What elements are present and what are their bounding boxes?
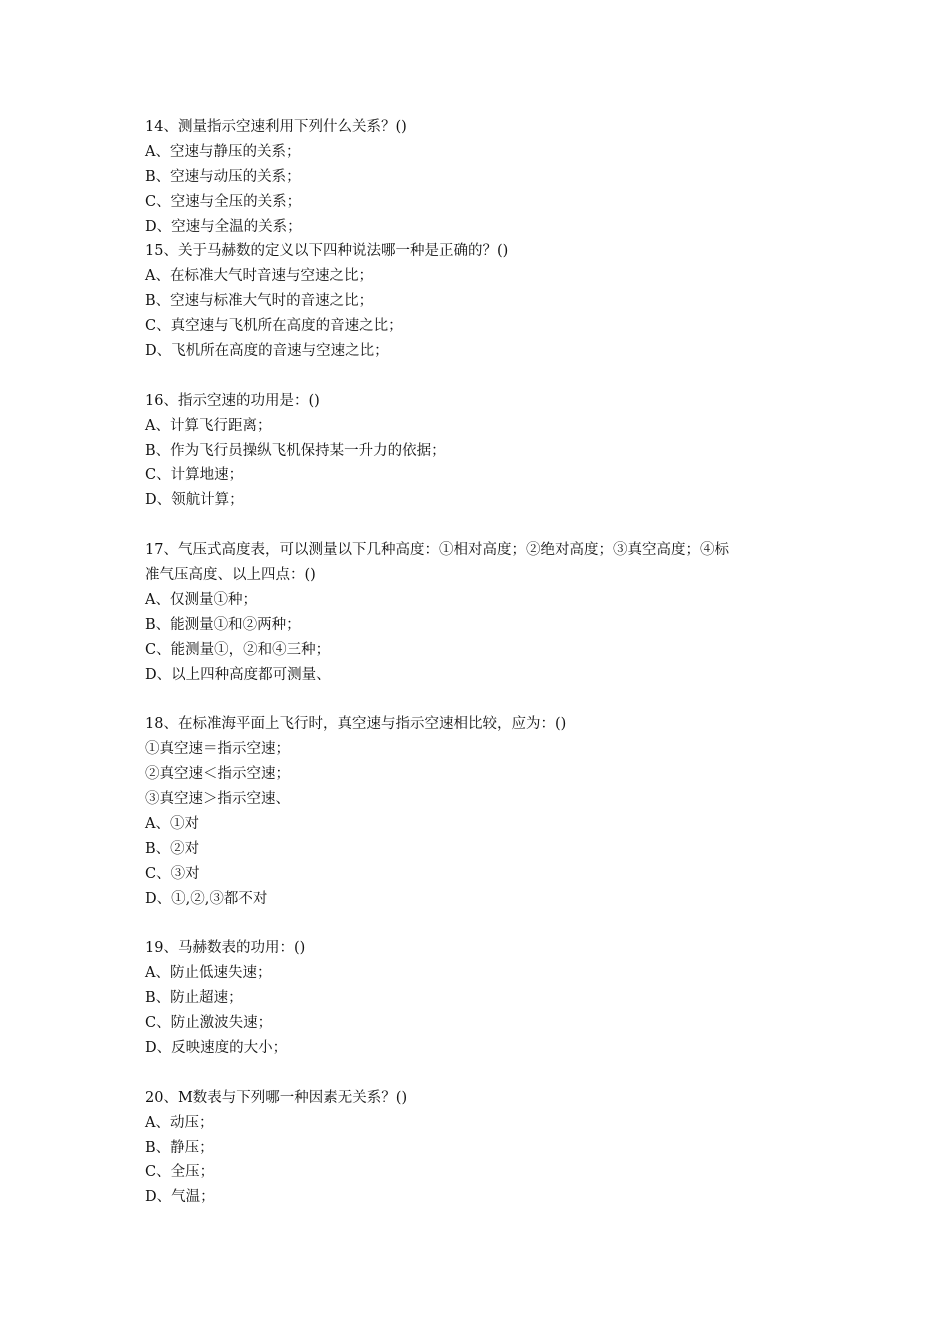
option-a: A、仅测量①种；: [145, 591, 257, 608]
document-page: [145, 115, 815, 1210]
question-stem-line-1: 17、气压式高度表，可以测量以下几种高度：①相对高度；②绝对高度；③真空高度；④标: [145, 542, 729, 559]
question-stem: 18、在标准海平面上飞行时，真空速与指示空速相比较，应为：(): [145, 716, 567, 733]
question-19: [145, 936, 815, 1060]
option-a: A、防止低速失速；: [145, 965, 272, 982]
option-b: B、作为飞行员操纵飞机保持某一升力的依据；: [145, 442, 446, 459]
option-c: C、计算地速；: [145, 467, 244, 484]
option-b: B、静压；: [145, 1139, 214, 1156]
option-b: B、防止超速；: [145, 990, 243, 1007]
option-d: D、以上四种高度都可测量、: [145, 666, 331, 683]
question-20: [145, 1086, 815, 1210]
option-a: A、计算飞行距离；: [145, 417, 272, 434]
option-a: A、动压；: [145, 1114, 214, 1131]
blank-line: [145, 1061, 815, 1086]
question-17: [145, 538, 815, 687]
statement-2: ②真空速＜指示空速；: [145, 766, 290, 783]
option-a: A、①对: [145, 815, 199, 832]
option-b: B、②对: [145, 840, 200, 857]
option-b: B、空速与标准大气时的音速之比；: [145, 293, 374, 310]
blank-line: [145, 513, 815, 538]
question-stem: 15、关于马赫数的定义以下四种说法哪一种是正确的？(): [145, 243, 509, 260]
statement-1: ①真空速＝指示空速；: [145, 741, 290, 758]
question-18: [145, 712, 815, 911]
option-c: C、全压；: [145, 1164, 215, 1181]
option-c: C、空速与全压的关系；: [145, 193, 302, 210]
question-stem: 14、测量指示空速利用下列什么关系？(): [145, 119, 407, 135]
blank-line: [145, 687, 815, 712]
statement-3: ③真空速＞指示空速、: [145, 791, 290, 808]
option-c: C、防止激波失速；: [145, 1015, 273, 1032]
option-a: A、空速与静压的关系；: [145, 143, 301, 160]
question-16: [145, 389, 815, 513]
option-a: A、在标准大气时音速与空速之比；: [145, 268, 373, 285]
question-stem: 19、马赫数表的功用：(): [145, 940, 306, 957]
option-b: B、空速与动压的关系；: [145, 168, 301, 185]
option-d: D、反映速度的大小；: [145, 1039, 288, 1056]
question-stem: 20、M数表与下列哪一种因素无关系？(): [145, 1089, 408, 1106]
question-15: [145, 239, 815, 363]
option-c: C、真空速与飞机所在高度的音速之比；: [145, 318, 403, 335]
option-c: C、能测量①，②和④三种；: [145, 641, 331, 658]
option-b: B、能测量①和②两种；: [145, 616, 301, 633]
option-c: C、③对: [145, 865, 200, 882]
blank-line: [145, 364, 815, 389]
option-d: D、飞机所在高度的音速与空速之比；: [145, 343, 389, 360]
option-d: D、①,②,③都不对: [145, 890, 268, 907]
question-14: [145, 115, 815, 239]
option-d: D、气温；: [145, 1189, 215, 1206]
blank-line: [145, 912, 815, 937]
question-stem-line-2: 准气压高度、以上四点：(): [145, 567, 316, 584]
option-d: D、领航计算；: [145, 492, 244, 509]
option-d: D、空速与全温的关系；: [145, 218, 302, 235]
question-stem: 16、指示空速的功用是：(): [145, 392, 320, 409]
